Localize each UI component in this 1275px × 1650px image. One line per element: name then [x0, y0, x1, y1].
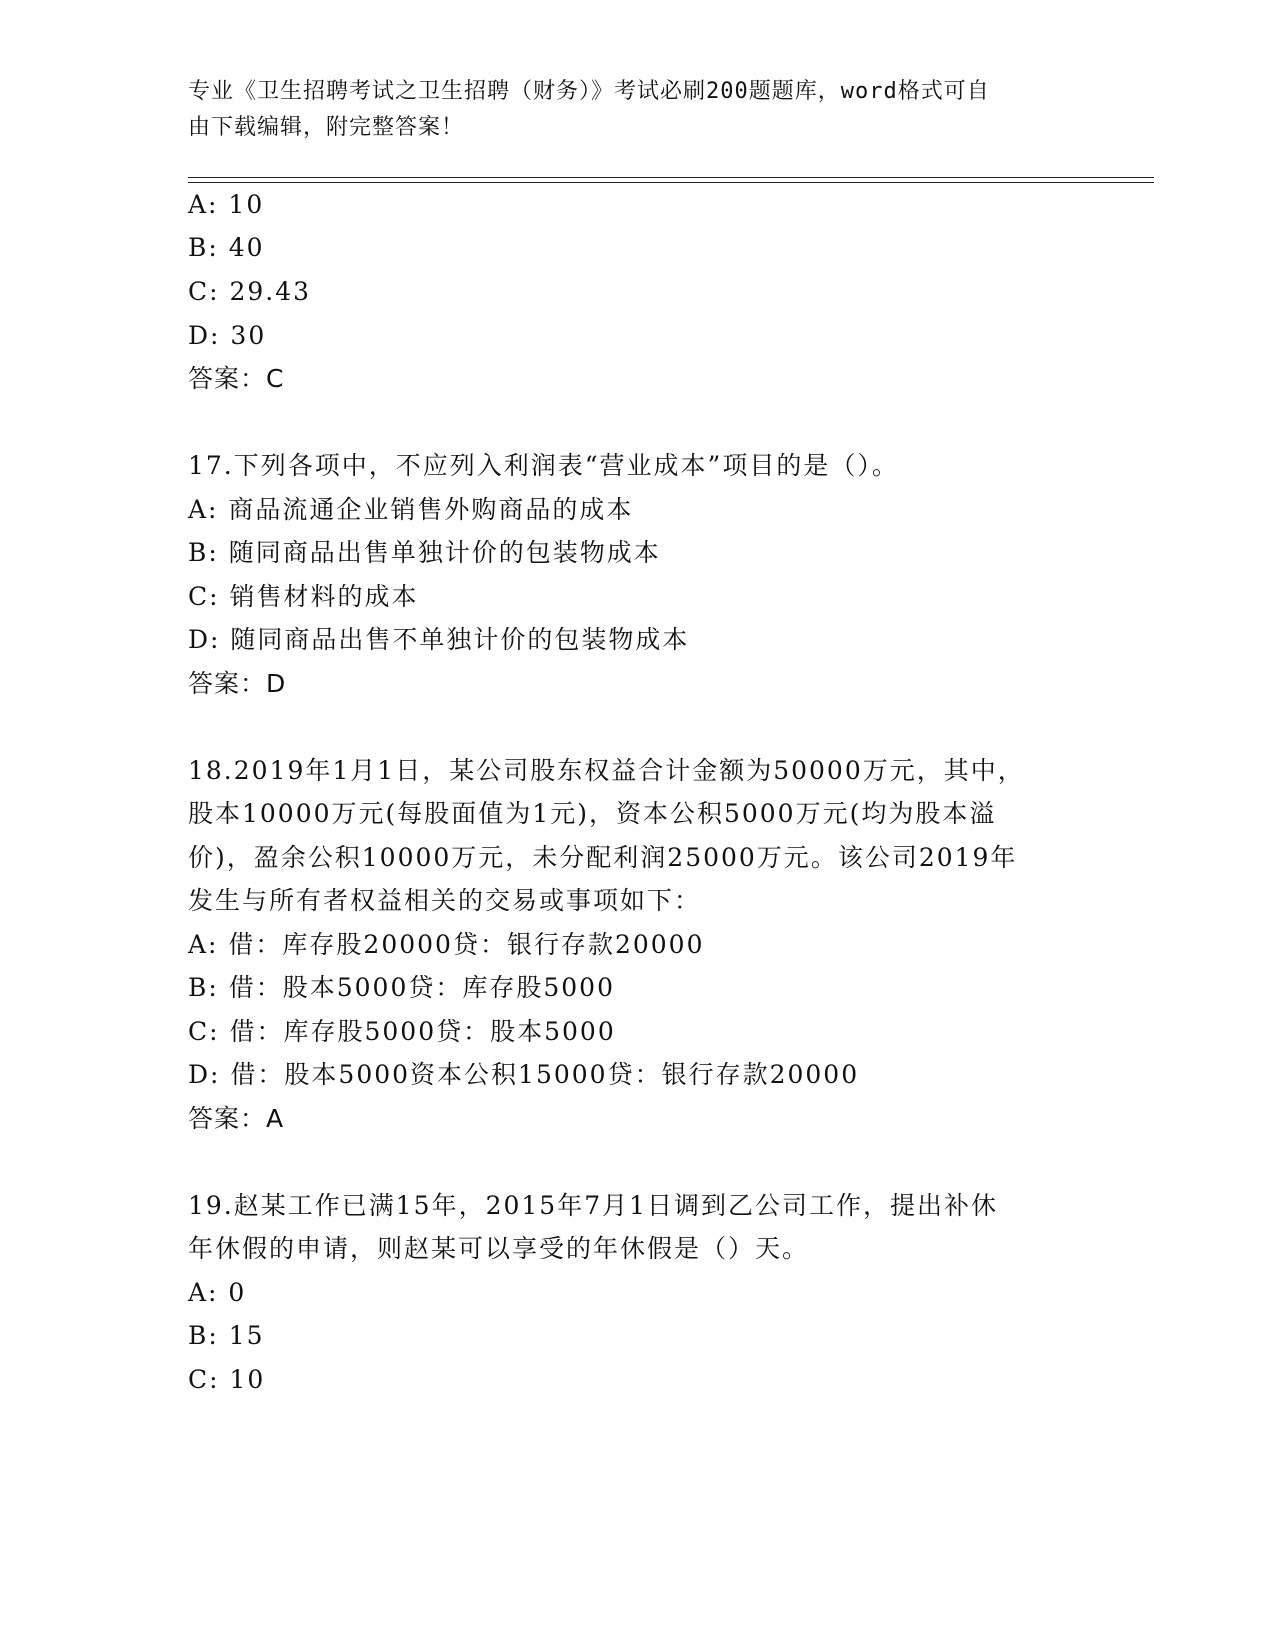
- q18-option-a: A: 借：库存股20000贷：银行存款20000: [188, 930, 705, 959]
- q18-stem-line-2: 股本10000万元(每股面值为1元)，资本公积5000万元(均为股本溢: [188, 799, 997, 828]
- q17-option-b: B: 随同商品出售单独计价的包装物成本: [188, 538, 661, 567]
- q17-option-a: A: 商品流通企业销售外购商品的成本: [188, 495, 634, 524]
- document-header: [188, 74, 1068, 146]
- q16-answer: 答案：C: [188, 364, 285, 393]
- q19-option-a: A: 0: [188, 1278, 247, 1307]
- q17-answer: 答案：D: [188, 669, 287, 698]
- q19-option-c: C: 10: [188, 1365, 266, 1394]
- q16-option-c: C: 29.43: [188, 277, 312, 306]
- q18-stem-line-3: 价)，盈余公积10000万元，未分配利润25000万元。该公司2019年: [188, 843, 1018, 872]
- q17-option-c: C: 销售材料的成本: [188, 582, 419, 611]
- q18-stem-line-4: 发生与所有者权益相关的交易或事项如下：: [188, 886, 702, 915]
- q18-stem-line-1: 18.2019年1月1日，某公司股东权益合计金额为50000万元，其中，: [188, 756, 1025, 785]
- q19-stem-line-2: 年休假的申请，则赵某可以享受的年休假是（）天。: [188, 1234, 810, 1263]
- header-divider-top: [188, 177, 1154, 178]
- q17-option-d: D: 随同商品出售不单独计价的包装物成本: [188, 625, 690, 654]
- q18-option-c: C: 借：库存股5000贷：股本5000: [188, 1017, 616, 1046]
- header-divider-bottom: [188, 182, 1154, 183]
- q19-option-b: B: 15: [188, 1321, 265, 1350]
- q19-stem-line-1: 19.赵某工作已满15年，2015年7月1日调到乙公司工作，提出补休: [188, 1191, 999, 1220]
- header-line-2: 由下载编辑，附完整答案！: [188, 115, 465, 140]
- q16-option-d: D: 30: [188, 321, 267, 350]
- q18-option-d: D: 借：股本5000资本公积15000贷：银行存款20000: [188, 1060, 860, 1089]
- header-line-1: 专业《卫生招聘考试之卫生招聘（财务）》考试必刷200题题库，word格式可自: [188, 79, 990, 104]
- q16-option-a: A: 10: [188, 190, 265, 219]
- q18-answer: 答案：A: [188, 1104, 285, 1133]
- q16-option-b: B: 40: [188, 233, 265, 262]
- q17-stem: 17.下列各项中，不应列入利润表“营业成本”项目的是（）。: [188, 451, 899, 480]
- q18-option-b: B: 借：股本5000贷：库存股5000: [188, 973, 615, 1002]
